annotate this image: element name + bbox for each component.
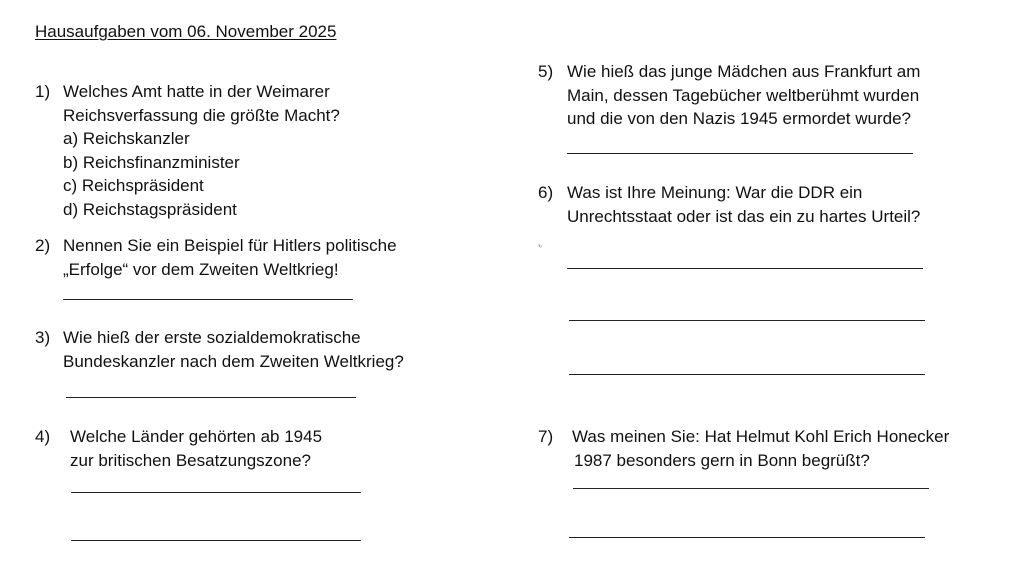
answer-line [567, 268, 923, 269]
question-number: 5) [538, 62, 554, 81]
answer-line [573, 488, 929, 489]
question-text-line: Nennen Sie ein Beispiel für Hitlers politische [63, 236, 397, 255]
answer-option-a: a) Reichskanzler [63, 129, 190, 148]
question-number: 7) [538, 427, 554, 446]
question-text-line: Welches Amt hatte in der Weimarer [63, 82, 330, 101]
answer-line [63, 299, 353, 300]
question-text-line: „Erfolge“ vor dem Zweiten Weltkrieg! [63, 259, 339, 279]
question-1 [35, 80, 340, 221]
answer-option-d: d) Reichstagspräsident [63, 199, 237, 219]
question-text-line: Unrechtsstaat oder ist das ein zu hartes Urteil? [567, 206, 921, 226]
answer-line [66, 397, 356, 398]
answer-line [71, 540, 361, 541]
stray-marker: 3) [538, 243, 542, 248]
question-text-line: Reichsverfassung die größte Macht? [63, 105, 340, 125]
question-4 [35, 425, 322, 472]
question-number: 6) [538, 183, 554, 202]
answer-line [569, 537, 925, 538]
question-text-line: 1987 besonders gern in Bonn begrüßt? [574, 450, 870, 470]
question-7 [538, 425, 949, 472]
answer-option-c: c) Reichspräsident [63, 176, 204, 195]
question-3 [35, 326, 404, 373]
question-text-line: zur britischen Besatzungszone? [70, 450, 311, 470]
answer-line [569, 374, 925, 375]
question-text-line: Bundeskanzler nach dem Zweiten Weltkrieg? [63, 351, 404, 371]
question-number: 1) [35, 82, 51, 101]
question-6 [538, 181, 920, 228]
answer-line [569, 320, 925, 321]
page-title: Hausaufgaben vom 06. November 2025 [35, 22, 337, 41]
question-number: 3) [35, 328, 51, 347]
question-5 [538, 60, 920, 131]
question-text-line: Was meinen Sie: Hat Helmut Kohl Erich Honecker [572, 427, 950, 446]
question-text-line: Wie hieß das junge Mädchen aus Frankfurt am [567, 62, 921, 81]
answer-line [567, 153, 913, 154]
question-number: 4) [35, 427, 51, 446]
answer-option-b: b) Reichsfinanzminister [63, 152, 240, 172]
answer-line [71, 492, 361, 493]
question-text-line: Was ist Ihre Meinung: War die DDR ein [567, 183, 863, 202]
question-number: 2) [35, 236, 51, 255]
question-text-line: Wie hieß der erste sozialdemokratische [63, 328, 361, 347]
question-text-line: Main, dessen Tagebücher weltberühmt wurden [567, 85, 920, 105]
question-text-line: und die von den Nazis 1945 ermordet wurde? [567, 109, 911, 128]
question-2 [35, 234, 397, 281]
question-text-line: Welche Länder gehörten ab 1945 [70, 427, 323, 446]
